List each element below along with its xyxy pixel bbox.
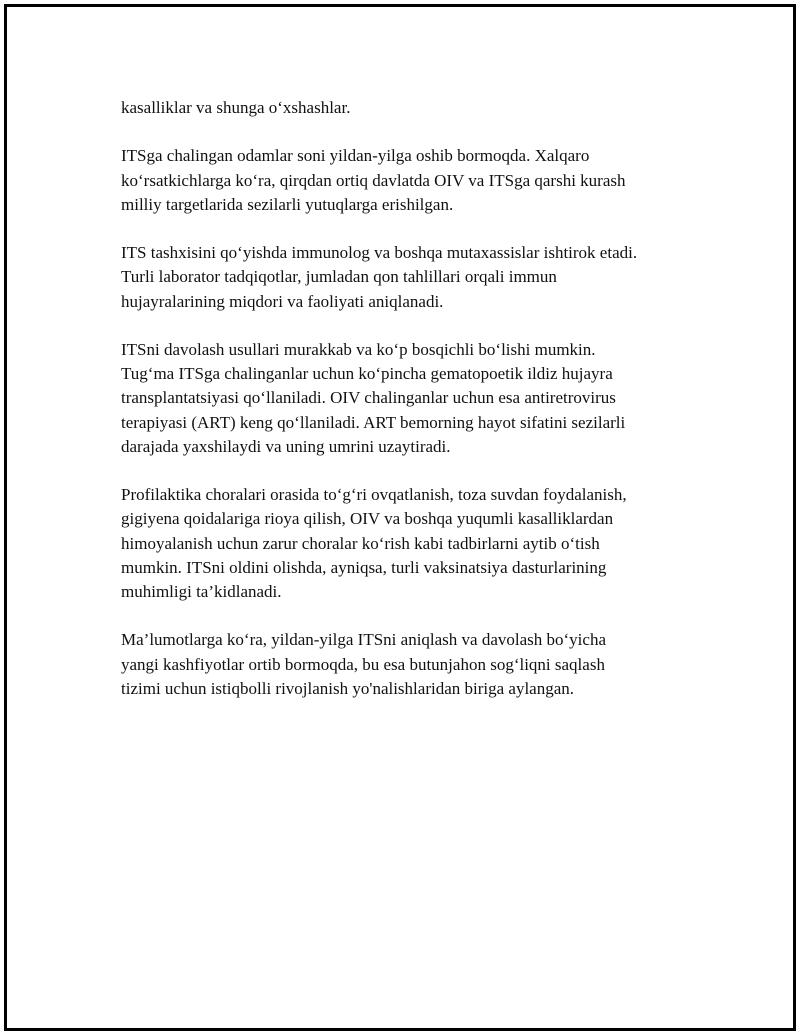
paragraph-3 — [121, 241, 711, 314]
text-line: himoyalanish uchun zarur choralar ko‘rish kabi tadbirlarni aytib o‘tish — [121, 533, 600, 553]
text-line: Profilaktika choralari orasida to‘g‘ri ovqatlanish, toza suvdan foydalanish, — [121, 485, 627, 505]
text-line: ITS tashxisini qo‘yishda immunolog va boshqa mutaxassislar ishtirok etadi. — [121, 243, 638, 263]
text-line: darajada yaxshilaydi va uning umrini uzaytiradi. — [121, 436, 451, 456]
text-line: hujayralarining miqdori va faoliyati aniqlanadi. — [121, 291, 444, 311]
text-line: ko‘rsatkichlarga ko‘ra, qirqdan ortiq davlatda OIV va ITSga qarshi kurash — [121, 170, 626, 190]
text-line: Turli laborator tadqiqotlar, jumladan qon tahlillari orqali immun — [121, 267, 557, 287]
text-line: milliy targetlarida sezilarli yutuqlarga erishilgan. — [121, 194, 454, 214]
text-line: transplantatsiyasi qo‘llaniladi. OIV chalinganlar uchun esa antiretrovirus — [121, 388, 616, 408]
text-line: Tug‘ma ITSga chalinganlar uchun ko‘pincha gematopoetik ildiz hujayra — [121, 364, 613, 384]
paragraph-2 — [121, 144, 711, 217]
text-line: yangi kashfiyotlar ortib bormoqda, bu esa butunjahon sog‘liqni saqlash — [121, 654, 605, 674]
text-line: muhimligi ta’kidlanadi. — [121, 582, 282, 601]
text-line: Ma’lumotlarga ko‘ra, yildan-yilga ITSni aniqlash va davolash bo‘yicha — [121, 630, 606, 650]
text-line: ITSga chalingan odamlar soni yildan-yilga oshib bormoqda. Xalqaro — [121, 146, 590, 166]
document-body — [121, 96, 711, 725]
paragraph-1 — [121, 96, 711, 120]
text-line: gigiyena qoidalariga rioya qilish, OIV va boshqa yuqumli kasalliklardan — [121, 509, 614, 529]
text-line: mumkin. ITSni oldini olishda, ayniqsa, turli vaksinatsiya dasturlarining — [121, 557, 607, 577]
text-line: tizimi uchun istiqbolli rivojlanish yo'nalishlaridan biriga aylangan. — [121, 678, 575, 698]
page-frame — [4, 4, 796, 1031]
paragraph-6 — [121, 628, 711, 701]
paragraph-5 — [121, 483, 711, 604]
text-line: kasalliklar va shunga o‘xshashlar. — [121, 98, 351, 117]
text-line: ITSni davolash usullari murakkab va ko‘p bosqichli bo‘lishi mumkin. — [121, 339, 596, 359]
text-line: terapiyasi (ART) keng qo‘llaniladi. ART bemorning hayot sifatini sezilarli — [121, 412, 626, 432]
paragraph-4 — [121, 338, 711, 459]
